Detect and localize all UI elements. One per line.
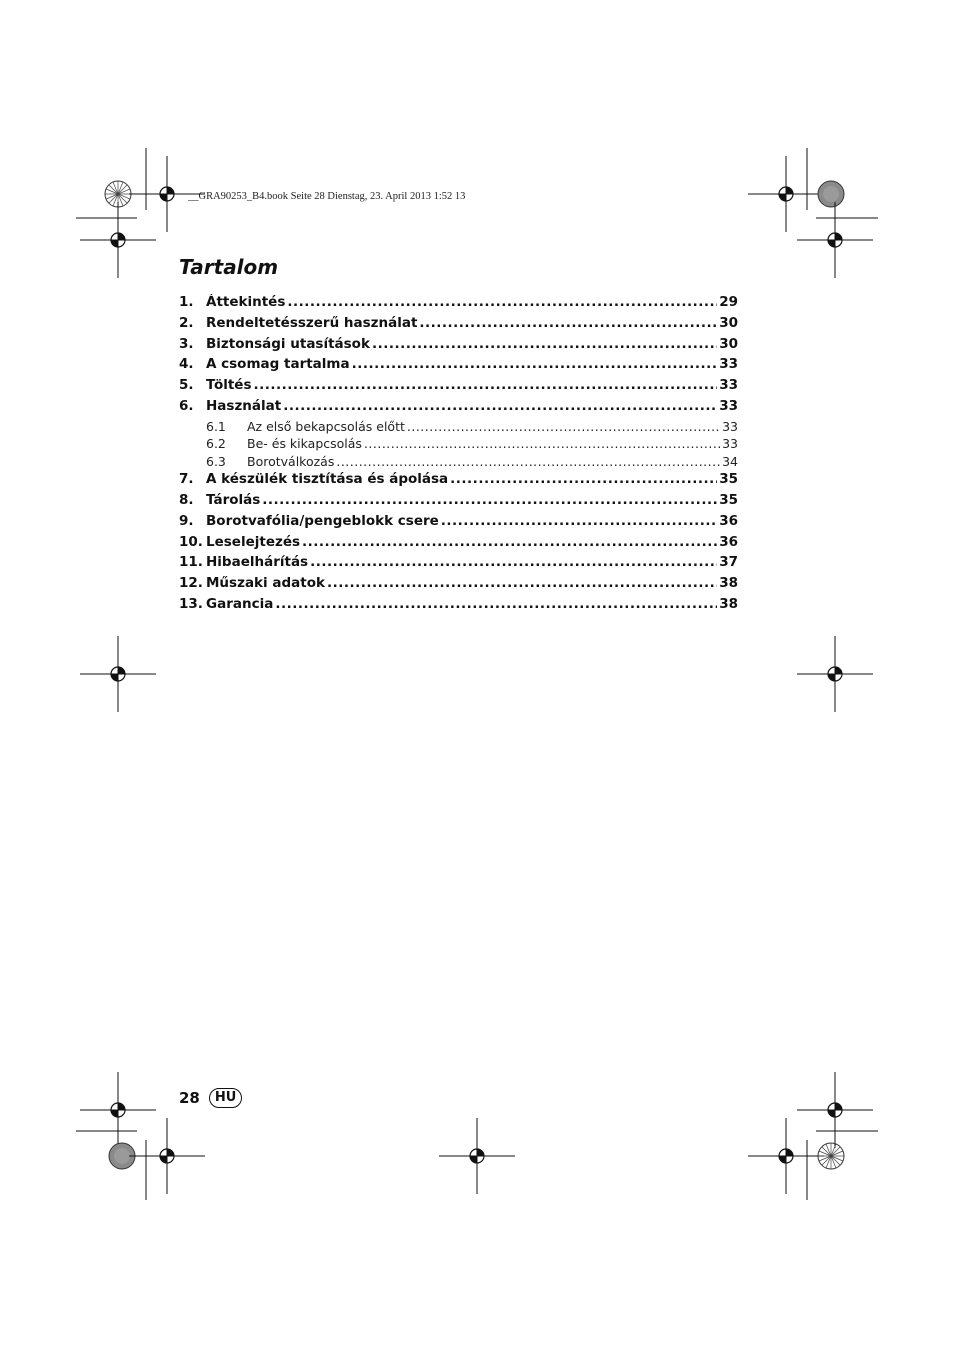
dot-leader [450,471,717,487]
toc-entry-label: Leselejtezés [206,533,301,550]
toc-entry-page: 37 [719,554,738,571]
toc-entry [179,596,738,617]
toc-subentry [179,419,738,437]
toc-entry-label: A csomag tartalma [206,356,350,373]
toc-entry-page: 33 [719,356,738,373]
toc-entry [179,575,738,596]
toc-entry-number: 6.1 [206,418,226,434]
toc-entry [179,336,738,357]
toc-entry [179,492,738,513]
toc-entry-label: Töltés [206,377,252,394]
page-title: Tartalom [179,255,279,279]
toc-entry-page: 33 [719,397,738,414]
toc-entry-number: 2. [179,314,194,331]
toc-entry-page: 38 [719,575,738,592]
toc-entry-page: 38 [719,596,738,613]
language-badge: HU [209,1088,242,1108]
toc-entry-page: 33 [719,377,738,394]
toc-entry-number: 1. [179,294,194,310]
toc-entry [179,377,738,398]
toc-entry-page: 35 [719,471,738,488]
toc-entry-page: 33 [722,436,738,452]
dot-leader [407,419,720,434]
toc-entry-number: 9. [179,512,194,529]
toc-entry [179,471,738,492]
toc-entry-label: Garancia [206,596,274,613]
dot-leader [364,436,720,451]
toc-entry-label: A készülék tisztítása és ápolása [206,471,449,488]
toc-entry-number: 11. [179,554,203,571]
toc-subentry [179,454,738,472]
toc-entry-page: 30 [719,335,738,352]
toc-entry-number: 4. [179,356,194,373]
toc-entry-page: 30 [719,314,738,331]
toc-entry-page: 29 [719,294,738,310]
toc-entry-page: 34 [722,453,738,469]
table-of-contents [179,294,738,617]
dot-leader [262,492,717,508]
toc-entry [179,554,738,575]
dot-leader [327,575,717,591]
book-file-info: __GRA90253_B4.book Seite 28 Dienstag, 23. April 2013 1:52 13 [188,191,466,202]
toc-entry [179,398,738,419]
page-footer [179,1088,242,1108]
toc-entry-number: 6. [179,397,194,414]
dot-leader [419,315,717,331]
toc-entry [179,294,738,315]
dot-leader [352,356,718,372]
toc-subentry [179,436,738,454]
toc-entry-number: 7. [179,471,194,488]
toc-entry-number: 13. [179,596,203,613]
toc-entry-number: 6.2 [206,436,226,452]
dot-leader [302,534,717,550]
toc-entry-number: 12. [179,575,203,592]
toc-entry-number: 8. [179,492,194,509]
dot-leader [336,454,720,469]
toc-entry-number: 10. [179,533,203,550]
toc-entry-page: 33 [722,418,738,434]
toc-entry [179,356,738,377]
toc-entry-label: Tárolás [206,492,261,509]
toc-entry-number: 6.3 [206,453,226,469]
toc-entry-number: 3. [179,335,194,352]
toc-entry-label: Rendeltetésszerű használat [206,314,418,331]
toc-entry-label: Biztonsági utasítások [206,335,370,352]
toc-entry [179,534,738,555]
dot-leader [254,377,718,393]
dot-leader [275,596,717,612]
toc-entry-page: 36 [719,512,738,529]
toc-entry-label: Borotválkozás [247,453,335,469]
toc-entry-label: Az első bekapcsolás előtt [247,418,405,434]
toc-entry-label: Használat [206,397,282,414]
dot-leader [441,513,717,529]
toc-entry-label: Be- és kikapcsolás [247,436,362,452]
toc-entry-page: 36 [719,533,738,550]
toc-entry-label: Műszaki adatok [206,575,325,592]
page-number: 28 [179,1089,200,1107]
toc-entry-page: 35 [719,492,738,509]
dot-leader [283,398,717,414]
dot-leader [372,336,717,352]
toc-entry [179,315,738,336]
toc-entry-number: 5. [179,377,194,394]
toc-entry-label: Áttekintés [206,294,286,310]
toc-entry [179,513,738,534]
dot-leader [310,554,717,570]
dot-leader [287,294,717,310]
toc-entry-label: Borotvafólia/pengeblokk csere [206,512,439,529]
toc-entry-label: Hibaelhárítás [206,554,309,571]
